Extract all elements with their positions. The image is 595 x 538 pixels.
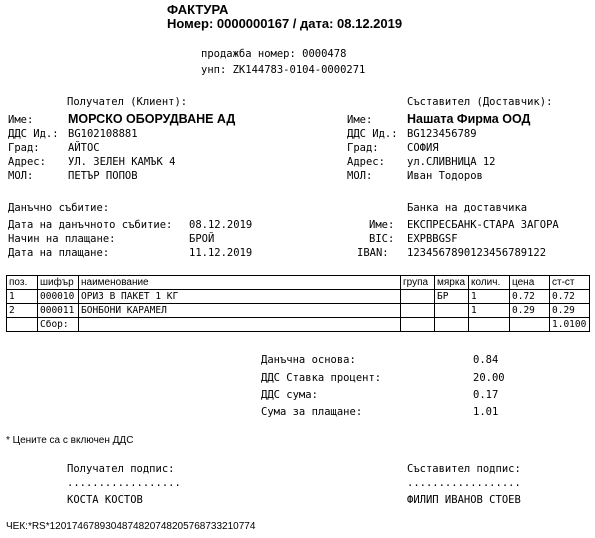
payment-date-label: Дата на плащане: <box>8 247 110 259</box>
recipient-city-label: Град: <box>8 142 40 154</box>
vat-included-note: * Цените са с включен ДДС <box>6 435 134 446</box>
row-description: ОРИЗ В ПАКЕТ 1 КГ <box>79 290 401 304</box>
recipient-vat: BG102108881 <box>68 128 138 140</box>
row-description: БОНБОНИ КАРАМЕЛ <box>79 304 401 318</box>
recipient-signature-line: .................. <box>67 477 181 489</box>
bank-iban-label: IBAN: <box>357 247 389 259</box>
row-position: 2 <box>7 304 38 318</box>
row-amount: 0.29 <box>550 304 590 318</box>
recipient-name-label: Име: <box>8 114 34 126</box>
supplier-mol-label: МОЛ: <box>347 170 373 182</box>
tax-base-value: 0.84 <box>473 354 499 366</box>
row-group <box>401 304 435 318</box>
tax-base-label: Данъчна основа: <box>261 354 356 366</box>
row-quantity: 1 <box>469 304 510 318</box>
recipient-heading: Получател (Клиент): <box>67 96 188 108</box>
col-header-unit: мярка <box>435 276 469 290</box>
supplier-vat-label: ДДС Ид.: <box>347 128 398 140</box>
supplier-city-label: Град: <box>347 142 379 154</box>
supplier-mol: Иван Тодоров <box>407 170 483 182</box>
col-header-group: група <box>401 276 435 290</box>
row-quantity: 1 <box>469 290 510 304</box>
supplier-city: СОФИЯ <box>407 142 439 154</box>
col-header-description: наименование <box>79 276 401 290</box>
recipient-mol-label: МОЛ: <box>8 170 34 182</box>
table-row <box>7 290 590 304</box>
row-unit: БР <box>435 290 469 304</box>
bank-bic: EXPBBGSF <box>407 233 458 245</box>
supplier-signature-line: .................. <box>407 477 521 489</box>
tax-event-heading: Данъчно събитие: <box>8 202 110 214</box>
bank-heading: Банка на доставчика <box>407 202 528 214</box>
recipient-mol: ПЕТЪР ПОПОВ <box>68 170 138 182</box>
col-header-amount: ст-ст <box>550 276 590 290</box>
payment-date: 11.12.2019 <box>189 247 253 259</box>
bank-bic-label: BIC: <box>369 233 395 245</box>
recipient-address-label: Адрес: <box>8 156 46 168</box>
invoice-number-date: Номер: 0000000167 / дата: 08.12.2019 <box>167 16 403 31</box>
vat-rate-value: 20.00 <box>473 372 505 384</box>
items-table <box>6 275 590 332</box>
supplier-vat: BG123456789 <box>407 128 477 140</box>
row-code: 000010 <box>38 290 79 304</box>
tax-date: 08.12.2019 <box>189 219 253 231</box>
supplier-address: ул.СЛИВНИЦА 12 <box>407 156 496 168</box>
recipient-signer-name: КОСТА КОСТОВ <box>67 494 143 506</box>
row-position: 1 <box>7 290 38 304</box>
row-amount: 0.72 <box>550 290 590 304</box>
recipient-signature-label: Получател подпис: <box>67 463 175 475</box>
col-header-code: шифър <box>38 276 79 290</box>
col-header-price: цена <box>510 276 550 290</box>
payment-method-label: Начин на плащане: <box>8 233 116 245</box>
supplier-name-label: Име: <box>347 114 373 126</box>
col-header-quantity: колич. <box>469 276 510 290</box>
vat-rate-label: ДДС Ставка процент: <box>261 372 382 384</box>
bank-iban: 1234567890123456789122 <box>407 247 547 259</box>
vat-amount-label: ДДС сума: <box>261 389 318 401</box>
col-header-position: поз. <box>7 276 38 290</box>
table-sum-row <box>7 318 590 332</box>
sum-value: 1.0100 <box>550 318 590 332</box>
recipient-city: АЙТОС <box>68 142 100 154</box>
document-title: ФАКТУРА <box>167 2 229 17</box>
row-price: 0.72 <box>510 290 550 304</box>
supplier-signature-label: Съставител подпис: <box>407 463 521 475</box>
amount-due-value: 1.01 <box>473 406 499 418</box>
row-group <box>401 290 435 304</box>
tax-date-label: Дата на данъчното събитие: <box>8 219 173 231</box>
recipient-address: УЛ. ЗЕЛЕН КАМЪК 4 <box>68 156 176 168</box>
bank-name: ЕКСПРЕСБАНК-СТАРА ЗАГОРА <box>407 219 559 231</box>
row-price: 0.29 <box>510 304 550 318</box>
payment-method: БРОЙ <box>189 233 215 245</box>
recipient-vat-label: ДДС Ид.: <box>8 128 59 140</box>
row-unit <box>435 304 469 318</box>
table-header-row <box>7 276 590 290</box>
table-row <box>7 304 590 318</box>
sum-label: Сбор: <box>38 318 79 332</box>
supplier-signer-name: ФИЛИП ИВАНОВ СТОЕВ <box>407 494 521 506</box>
supplier-heading: Съставител (Доставчик): <box>407 96 553 108</box>
sale-number: продажба номер: 0000478 <box>201 48 347 60</box>
row-code: 000011 <box>38 304 79 318</box>
amount-due-label: Сума за плащане: <box>261 406 363 418</box>
unp-number: унп: ZK144783-0104-0000271 <box>201 64 366 76</box>
supplier-name: Нашата Фирма ООД <box>407 112 531 126</box>
supplier-address-label: Адрес: <box>347 156 385 168</box>
recipient-name: МОРСКО ОБОРУДВАНЕ АД <box>68 112 236 126</box>
vat-amount-value: 0.17 <box>473 389 499 401</box>
bank-name-label: Име: <box>369 219 395 231</box>
receipt-code: ЧЕК:*RS*1201746789304874820748205768733210774 <box>6 521 256 532</box>
